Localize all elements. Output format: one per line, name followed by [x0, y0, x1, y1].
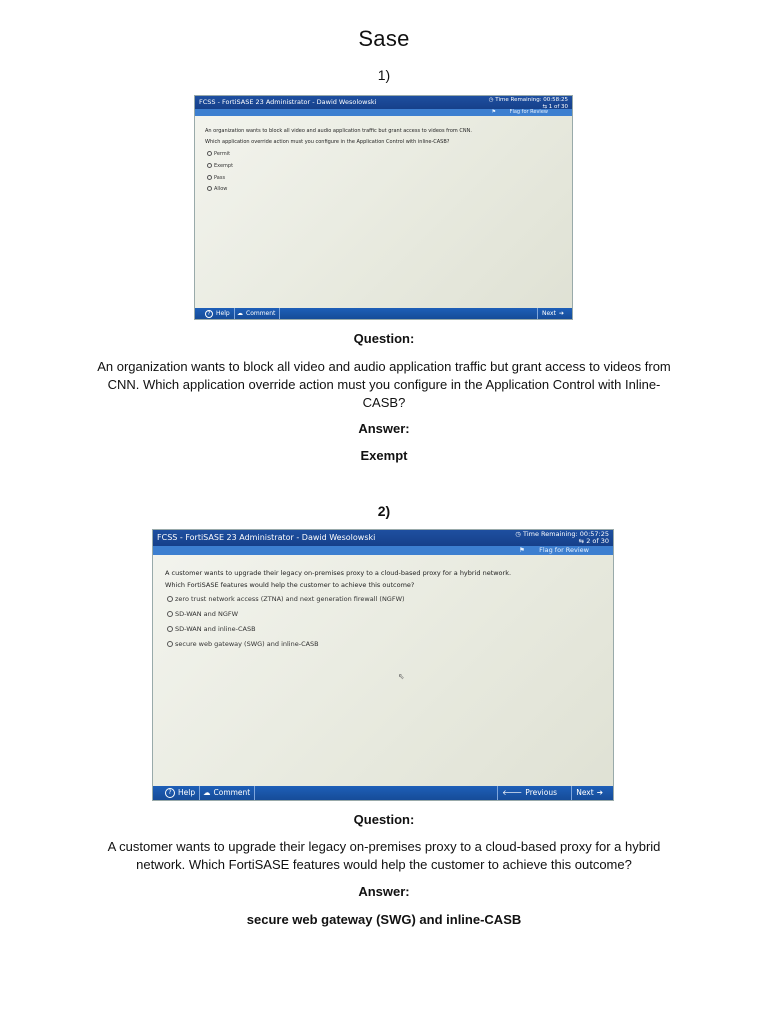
exam-question-line-1: A customer wants to upgrade their legacy on-premises proxy to a cloud-based proxy for a hybrid network. [165, 569, 512, 577]
exam-titlebar [195, 96, 572, 109]
previous-label: Previous [525, 788, 557, 797]
arrow-right-icon: ➔ [558, 310, 564, 317]
comment-button[interactable] [199, 786, 255, 800]
arrow-left-icon: 🡐 [502, 788, 523, 797]
help-icon: ? [205, 310, 213, 318]
answer-text-2: secure web gateway (SWG) and inline-CASB [246, 912, 522, 927]
flag-label: Flag for Review [539, 546, 589, 554]
radio-button[interactable] [207, 151, 212, 156]
question-progress: 1 of 30 [548, 103, 568, 110]
option-label: zero trust network access (ZTNA) and next generation firewall (NGFW) [175, 595, 405, 603]
answer-label-2: Answer: [358, 884, 410, 899]
option-swg-casb[interactable] [167, 640, 319, 648]
question-text-1: An organization wants to block all video and audio application traffic but grant access to videos from CNN. Which application override action must you configure in the Application Control with Inline-CASB? [97, 359, 671, 410]
option-permit[interactable] [207, 151, 230, 157]
next-button[interactable] [537, 308, 568, 319]
exam-footer [195, 308, 572, 319]
comment-icon: ☁ [203, 788, 211, 797]
radio-button[interactable] [167, 641, 173, 647]
option-exempt[interactable] [207, 163, 233, 169]
option-label: Permit [214, 151, 231, 157]
progress-icon: ⇆ [542, 103, 547, 110]
time-remaining: Time Remaining: 00:58:25 [495, 97, 568, 103]
option-allow[interactable] [207, 186, 227, 192]
time-remaining: Time Remaining: 00:57:25 [523, 530, 609, 538]
flag-label: Flag for Review [509, 109, 548, 115]
radio-button[interactable] [207, 163, 212, 168]
section-number-1: 1) [377, 67, 391, 83]
exam-titlebar [153, 530, 613, 546]
question-label-1: Question: [353, 331, 415, 346]
option-label: secure web gateway (SWG) and inline-CASB [175, 640, 319, 648]
comment-button[interactable] [233, 308, 280, 319]
exam-title: FCSS - FortiSASE 23 Administrator - Dawid Wesolowski [157, 533, 376, 542]
next-label: Next [576, 788, 594, 797]
option-label: Allow [214, 186, 228, 192]
option-pass[interactable] [207, 175, 225, 181]
next-button[interactable] [571, 786, 607, 800]
exam-screenshot-2 [152, 529, 614, 801]
answer-text-1: Exempt [360, 448, 408, 463]
flag-bar [195, 109, 572, 116]
exam-question-line-1: An organization wants to block all video and audio application traffic but grant access to videos from CNN. [205, 128, 472, 134]
radio-button[interactable] [207, 175, 212, 180]
help-label: Help [216, 310, 230, 317]
exam-screenshot-1 [194, 95, 573, 320]
option-label: Exempt [214, 163, 234, 169]
arrow-right-icon: ➔ [596, 788, 603, 797]
comment-icon: ☁ [237, 310, 243, 317]
next-label: Next [541, 310, 556, 317]
progress-icon: ⇆ [578, 537, 585, 545]
flag-for-review-button[interactable] [492, 109, 560, 115]
clock-icon: ◷ [488, 97, 494, 103]
exam-question-line-2: Which FortiSASE features would help the customer to achieve this outcome? [165, 581, 415, 589]
clock-icon: ◷ [515, 530, 521, 538]
help-icon: ? [165, 788, 175, 798]
radio-button[interactable] [167, 626, 173, 632]
previous-button[interactable] [497, 786, 561, 800]
document-title: Sase [358, 26, 410, 51]
help-button[interactable] [161, 786, 200, 800]
help-label: Help [178, 788, 196, 797]
mouse-cursor-icon: ⇖ [398, 672, 405, 681]
flag-icon: ⚑ [519, 546, 525, 554]
exam-title: FCSS - FortiSASE 23 Administrator - Dawid Wesolowski [199, 98, 377, 106]
flag-bar [153, 546, 613, 555]
flag-icon: ⚑ [491, 109, 496, 115]
radio-button[interactable] [207, 186, 212, 191]
question-text-2: A customer wants to upgrade their legacy on-premises proxy to a cloud-based proxy for a hybrid network. Which FortiSASE features would help the customer to achieve this outcome? [107, 839, 661, 872]
option-sdwan-ngfw[interactable] [167, 610, 238, 618]
option-ztna-ngfw[interactable] [167, 595, 405, 603]
comment-label: Comment [246, 310, 276, 317]
option-label: SD-WAN and NGFW [175, 610, 239, 618]
answer-label-1: Answer: [358, 421, 410, 436]
option-label: Pass [214, 175, 226, 181]
radio-button[interactable] [167, 596, 173, 602]
section-number-2: 2) [377, 503, 391, 519]
comment-label: Comment [213, 788, 251, 797]
exam-timer [515, 531, 609, 545]
question-progress: 2 of 30 [586, 537, 609, 545]
radio-button[interactable] [167, 611, 173, 617]
question-label-2: Question: [353, 812, 415, 827]
option-label: SD-WAN and inline-CASB [175, 625, 256, 633]
option-sdwan-casb[interactable] [167, 625, 256, 633]
exam-footer [153, 786, 613, 800]
flag-for-review-button[interactable] [519, 546, 601, 554]
exam-question-line-2: Which application override action must you configure in the Application Control with inline-CASB? [205, 139, 450, 145]
help-button[interactable] [201, 308, 235, 319]
